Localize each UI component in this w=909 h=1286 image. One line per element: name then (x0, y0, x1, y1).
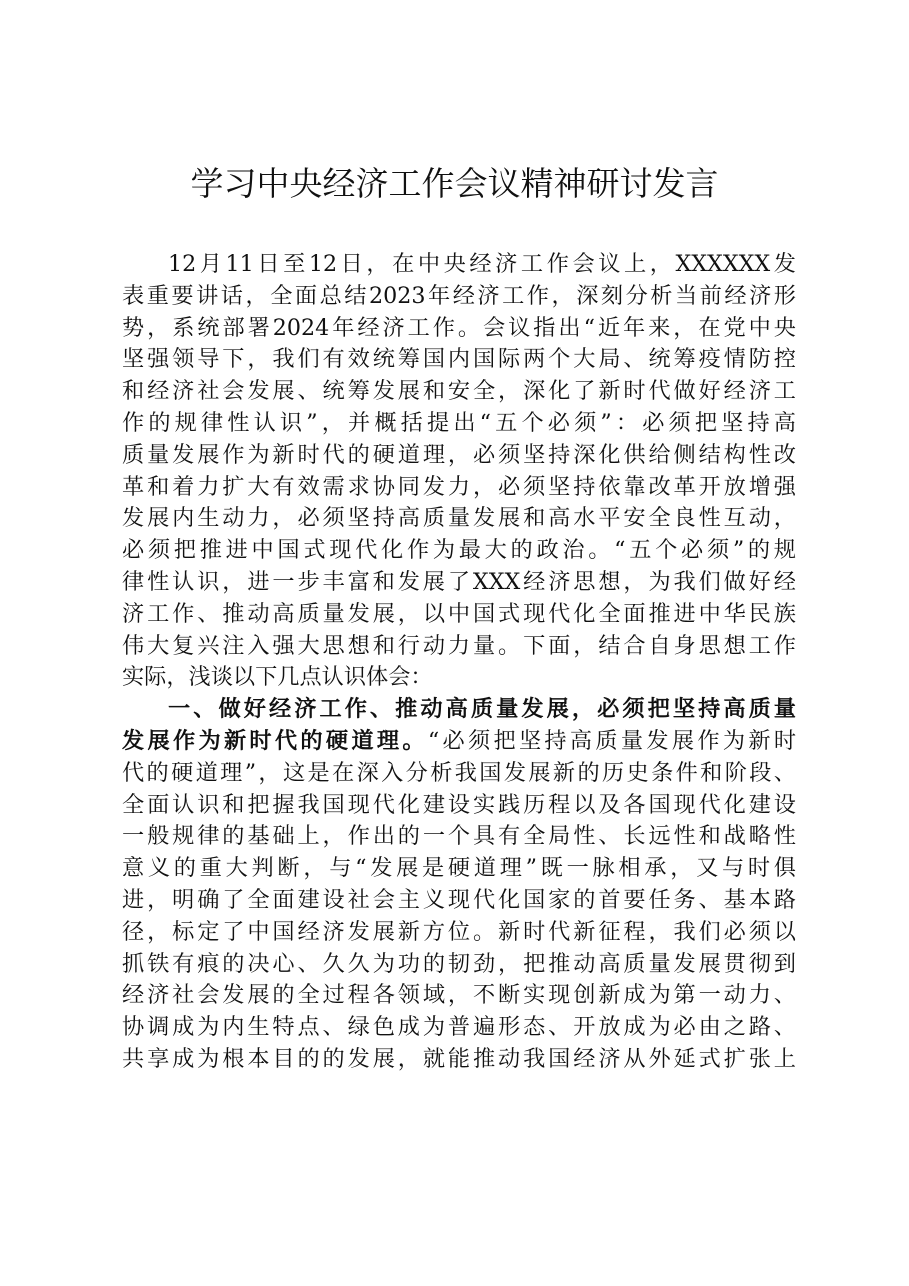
paragraph-line: 进，明确了全面建设社会主义现代化国家的首要任务、基本路 (122, 886, 796, 913)
paragraph-line: 和经济社会发展、统筹发展和安全，深化了新时代做好经济工 (122, 378, 796, 405)
paragraph-line: 一般规律的基础上，作出的一个具有全局性、长远性和战略性 (122, 823, 796, 850)
paragraph-line: 质量发展作为新时代的硬道理，必须坚持深化供给侧结构性改 (122, 441, 796, 468)
paragraph-line: 发展内生动力，必须坚持高质量发展和高水平安全良性互动， (122, 505, 796, 532)
section-body-text: “必须把坚持高质量发展作为新时 (427, 727, 796, 754)
paragraph-line: 作的规律性认识”，并概括提出“五个必须”：必须把坚持高 (122, 409, 796, 436)
paragraph-line: 律性认识，进一步丰富和发展了XXX经济思想，为我们做好经 (122, 568, 796, 595)
paragraph-line: 实际，浅谈以下几点认识体会： (122, 664, 433, 691)
paragraph-line: 共享成为根本目的的发展，就能推动我国经济从外延式扩张上 (122, 1045, 796, 1072)
section-heading-mixed-line (122, 726, 796, 758)
paragraph-line: 代的硬道理”，这是在深入分析我国发展新的历史条件和阶段、 (122, 759, 796, 786)
section-heading-text: 发展作为新时代的硬道理。 (122, 727, 428, 754)
paragraph-line: 伟大复兴注入强大思想和行动力量。下面，结合自身思想工作 (122, 632, 796, 659)
document-body (122, 249, 796, 1076)
paragraph-line: 必须把推进中国式现代化作为最大的政治。“五个必须”的规 (122, 537, 796, 564)
paragraph-line: 意义的重大判断，与“发展是硬道理”既一脉相承，又与时俱 (122, 855, 796, 882)
paragraph-line: 坚强领导下，我们有效统筹国内国际两个大局、统筹疫情防控 (122, 346, 796, 373)
paragraph-line: 全面认识和把握我国现代化建设实践历程以及各国现代化建设 (122, 791, 796, 818)
paragraph-line: 抓铁有痕的决心、久久为功的韧劲，把推动高质量发展贯彻到 (122, 950, 796, 977)
paragraph-line: 势，系统部署2024年经济工作。会议指出“近年来，在党中央 (122, 314, 796, 341)
paragraph-line: 径，标定了中国经济发展新方位。新时代新征程，我们必须以 (122, 918, 796, 945)
paragraph-line: 经济社会发展的全过程各领域，不断实现创新成为第一动力、 (122, 982, 796, 1009)
paragraph-line: 表重要讲话，全面总结2023年经济工作，深刻分析当前经济形 (122, 282, 796, 309)
paragraph-line: 12月11日至12日，在中央经济工作会议上，XXXXXX发 (168, 251, 796, 277)
paragraph-line: 协调成为内生特点、绿色成为普遍形态、开放成为必由之路、 (122, 1014, 796, 1041)
section-heading-line: 一、做好经济工作、推动高质量发展，必须把坚持高质量 (168, 696, 796, 723)
paragraph-line: 革和着力扩大有效需求协同发力，必须坚持依靠改革开放增强 (122, 473, 796, 500)
document-title: 学习中央经济工作会议精神研讨发言 (190, 164, 719, 203)
paragraph-line: 济工作、推动高质量发展，以中国式现代化全面推进中华民族 (122, 600, 796, 627)
